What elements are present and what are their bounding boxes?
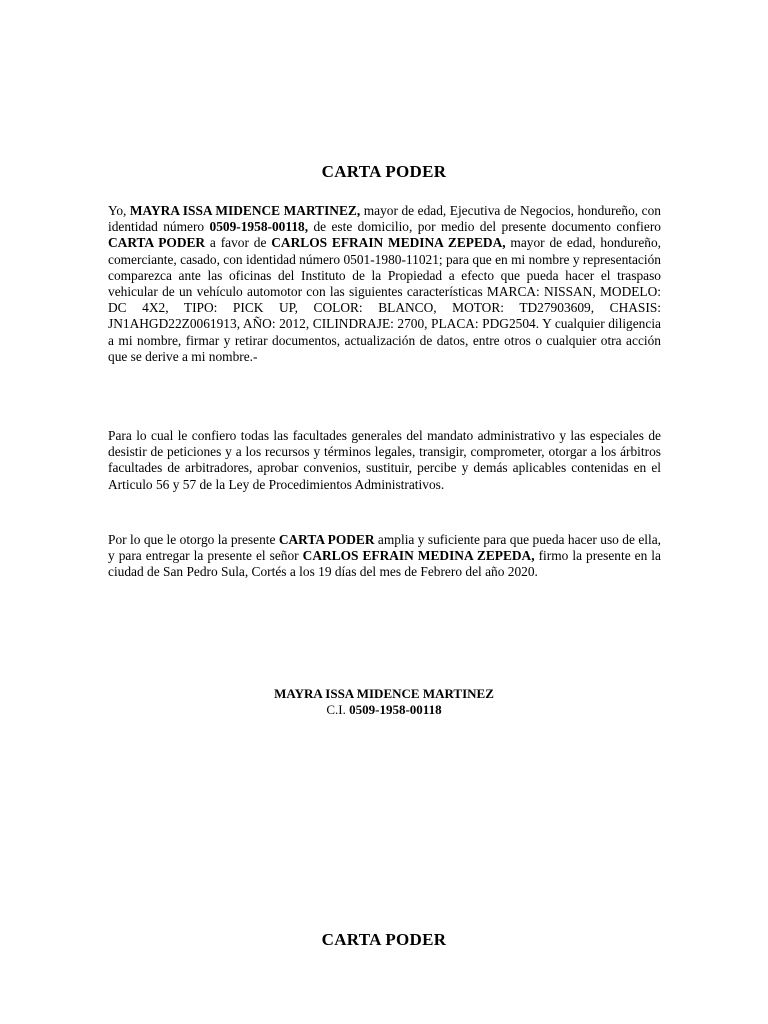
- carta-poder-term: CARTA PODER: [278, 532, 375, 547]
- grantor-id: 0509-1958-00118,: [209, 219, 309, 235]
- text-segment: a favor de: [205, 235, 272, 251]
- signature-id-prefix: C.I.: [326, 702, 350, 717]
- paragraph-faculties: Para lo cual le confiero todas las facultades generales del mandato administrativo y las especiales de desistir de peticiones y a los recursos y términos legales, transigir, comprometer, otorgar a los árbitros facultades de arbitradores, aprobar convenios, sustituir, percibe y demás aplicables contenidas en el Articulo 56 y 57 de la Ley de Procedimientos Administrativos.: [108, 428, 661, 492]
- paragraph-grant: [108, 203, 661, 365]
- text-segment: amplia y suficiente para que pueda hacer uso de ella, y para entregar la presente el señor: [108, 532, 661, 564]
- text-segment: Yo,: [108, 203, 130, 218]
- signature-name: MAYRA ISSA MIDENCE MARTINEZ: [274, 686, 494, 701]
- signature-id: [0, 702, 768, 718]
- next-page-title: CARTA PODER: [321, 930, 447, 949]
- text-segment: mayor de edad, hondureño, comerciante, casado, con identidad número 0501-1980-11021; para que en mi nombre y representación comparezca ante las oficinas del Instituto de la Propiedad a efecto que pueda hacer el traspaso vehicular de un vehículo automotor con las siguientes características MARCA: NISSAN, MODELO: DC 4X2, TIPO: PICK UP, COLOR: BLANCO, MOTOR: TD27903609, CHASIS: JN1AHGD22Z0061913, AÑO: 2012, CILINDRAJE: 2700, PLACA: PDG2504. Y cualquier diligencia a mi nombre, firmar y retirar documentos, actualización de datos, entre otros o cualquier otra acción que se derive a mi nombre.-: [108, 235, 662, 364]
- grantee-name: CARLOS EFRAIN MEDINA ZEPEDA,: [271, 235, 506, 251]
- grantee-name: CARLOS EFRAIN MEDINA ZEPEDA,: [302, 548, 535, 564]
- signature-id-number: 0509-1958-00118: [349, 702, 442, 717]
- paragraph-closing: [108, 532, 661, 581]
- text-segment: de este domicilio, por medio del presente documento confiero: [308, 219, 661, 235]
- text-segment: firmo la presente en la ciudad de San Pedro Sula, Cortés a los 19 días del mes de Febrero del año 2020.: [108, 548, 661, 580]
- text-segment: Por lo que le otorgo la presente: [108, 532, 279, 547]
- text-segment: mayor de edad, Ejecutiva de Negocios, hondureño, con identidad número: [108, 203, 661, 235]
- document-title: CARTA PODER: [321, 162, 447, 181]
- grantor-name: MAYRA ISSA MIDENCE MARTINEZ,: [129, 203, 361, 218]
- carta-poder-term: CARTA PODER: [108, 235, 206, 251]
